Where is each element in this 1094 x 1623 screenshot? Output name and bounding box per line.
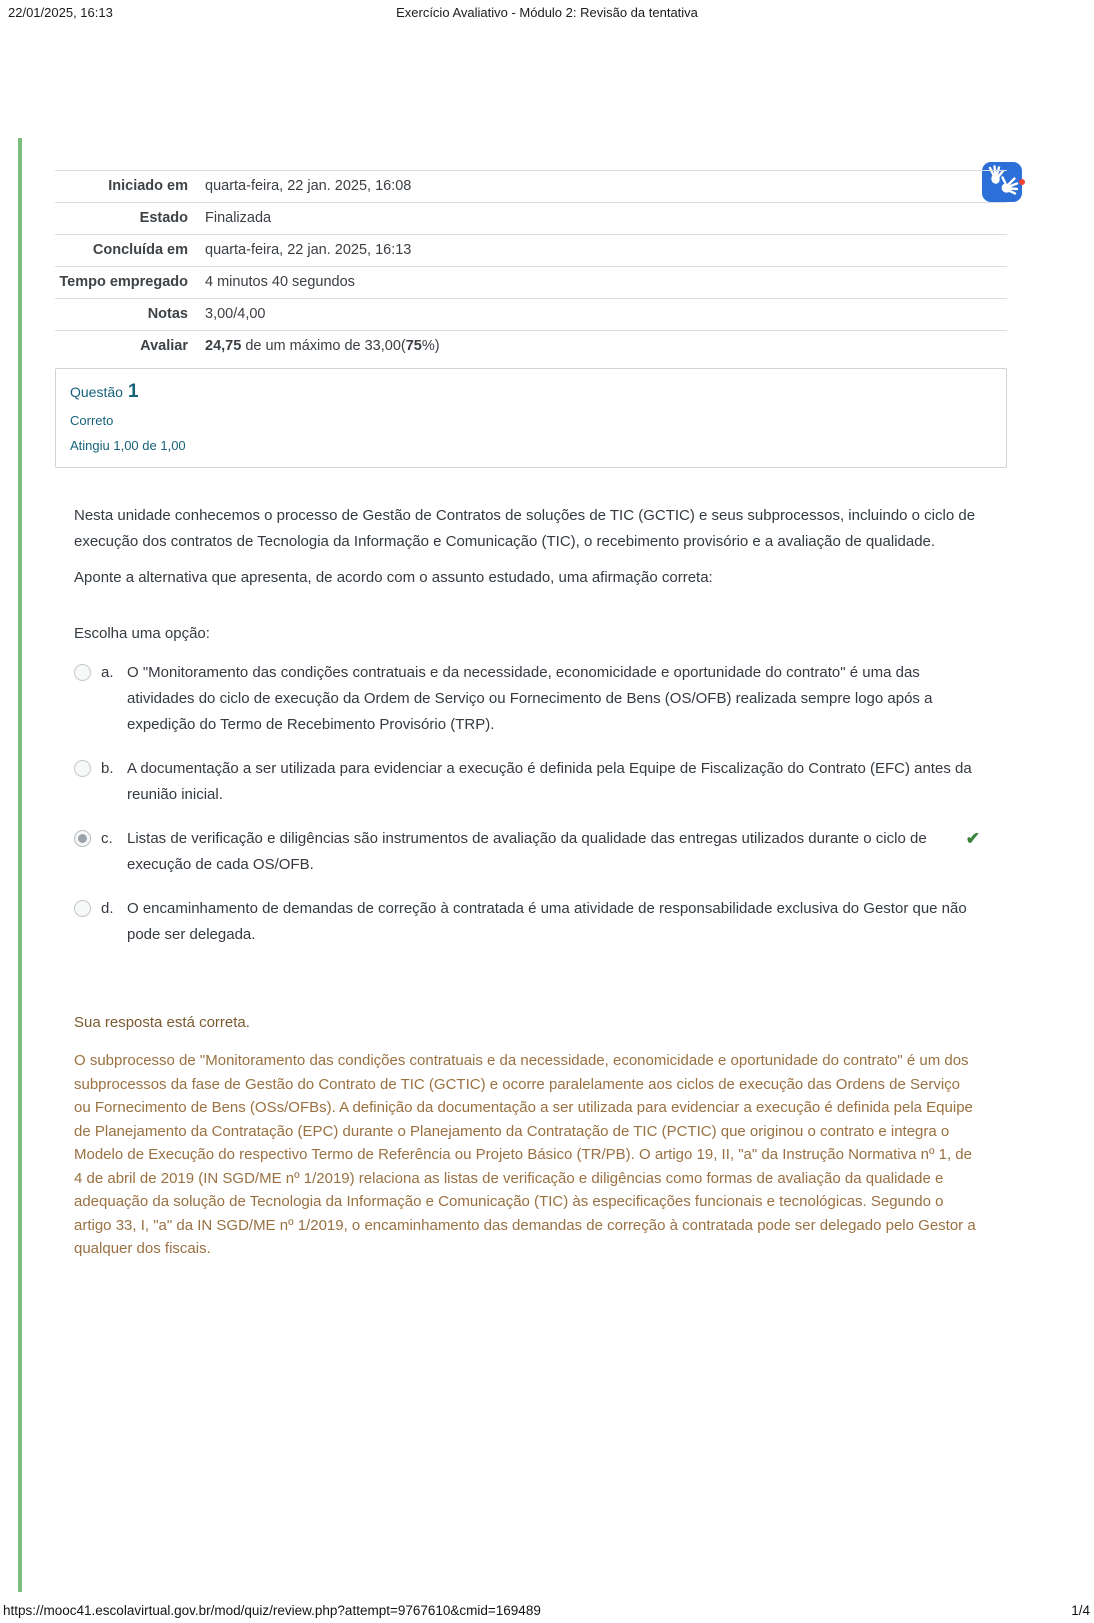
grade-suffix: %) — [421, 338, 440, 354]
print-datetime: 22/01/2025, 16:13 — [8, 5, 113, 20]
question-number-value: 1 — [127, 381, 139, 402]
radio-button[interactable] — [74, 760, 91, 777]
summary-value: 4 minutos 40 segundos — [205, 274, 355, 290]
summary-row-grade — [55, 330, 1007, 362]
option-letter: d. — [101, 900, 114, 917]
summary-label: Tempo empregado — [59, 274, 188, 290]
question-info-box — [55, 368, 1007, 468]
attempt-summary-table — [55, 170, 1007, 362]
print-page-title: Exercício Avaliativo - Módulo 2: Revisão da tentativa — [396, 5, 698, 20]
print-page-number: 1/4 — [1071, 1603, 1090, 1618]
choose-option-label: Escolha uma opção: — [74, 625, 210, 642]
print-source-url: https://mooc41.escolavirtual.gov.br/mod/quiz/review.php?attempt=9767610&cmid=169489 — [3, 1603, 541, 1618]
print-header — [8, 5, 1086, 23]
summary-row — [55, 266, 1007, 298]
answer-option — [74, 896, 980, 948]
option-letter: c. — [101, 830, 113, 847]
question-body — [74, 503, 980, 1261]
question-number — [70, 381, 992, 403]
answer-option — [74, 756, 980, 808]
summary-value: quarta-feira, 22 jan. 2025, 16:13 — [205, 242, 412, 258]
correct-check-icon: ✔ — [965, 829, 980, 848]
radio-button[interactable] — [74, 900, 91, 917]
option-letter: a. — [101, 664, 114, 681]
summary-value: 3,00/4,00 — [205, 306, 266, 322]
question-state: Correto — [70, 413, 114, 428]
question-prompt: Aponte a alternativa que apresenta, de acordo com o assunto estudado, uma afirmação correta: — [74, 569, 713, 586]
summary-row — [55, 202, 1007, 234]
main-content — [55, 170, 1007, 1257]
feedback-result: Sua resposta está correta. — [74, 1014, 250, 1031]
radio-button[interactable] — [74, 664, 91, 681]
question-intro: Nesta unidade conhecemos o processo de Gestão de Contratos de soluções de TIC (GCTIC) e seus subprocessos, incluindo o ciclo de execução dos contratos de Tecnologia da Informação e Comunicação (TIC), o recebimento provisório e a avaliação de qualidade. — [74, 507, 976, 550]
summary-row — [55, 170, 1007, 202]
question-label: Questão — [70, 384, 123, 400]
answer-option — [74, 826, 980, 878]
summary-row — [55, 234, 1007, 266]
summary-grade-value — [205, 336, 440, 357]
answer-option — [74, 660, 980, 738]
print-footer — [3, 1601, 1090, 1618]
summary-value: Finalizada — [205, 210, 272, 226]
notification-dot — [1019, 179, 1025, 185]
side-progress-bar — [18, 138, 22, 1592]
option-text: O "Monitoramento das condições contratuais e da necessidade, economicidade e oportunidade do contrato" é uma das atividades do ciclo de execução da Ordem de Serviço ou Fornecimento de Bens (OS/OFB) realizada sempre logo após a expedição do Termo de Recebimento Provisório (TRP). — [127, 664, 933, 733]
summary-value: quarta-feira, 22 jan. 2025, 16:08 — [205, 178, 412, 194]
summary-row — [55, 298, 1007, 330]
summary-label: Concluída em — [92, 242, 188, 258]
answer-options — [74, 660, 980, 948]
question-points: Atingiu 1,00 de 1,00 — [70, 438, 186, 453]
summary-label: Notas — [147, 306, 188, 322]
option-text: A documentação a ser utilizada para evidenciar a execução é definida pela Equipe de Fiscalização do Contrato (EFC) antes da reunião inicial. — [127, 760, 972, 803]
option-text: O encaminhamento de demandas de correção à contratada é uma atividade de responsabilidade exclusiva do Gestor que não pode ser delegada. — [127, 900, 967, 943]
grade-value: 24,75 — [205, 338, 242, 354]
option-text: Listas de verificação e diligências são instrumentos de avaliação da qualidade das entregas utilizados durante o ciclo de execução de cada OS/OFB. — [127, 830, 927, 873]
grade-mid-text: de um máximo de 33,00( — [241, 338, 406, 354]
summary-label: Iniciado em — [108, 178, 188, 194]
feedback-explanation: O subprocesso de "Monitoramento das condições contratuais e da necessidade, economicidade e oportunidade do contrato" é um dos subprocessos da fase de Gestão do Contrato de TIC (GCTIC) e ocorre paralelamente aos ciclos de execução das Ordens de Serviço ou Fornecimento de Bens (OSs/OFBs). A definição da documentação a ser utilizada para evidenciar a execução é definida pela Equipe de Planejamento da Contratação (EPC) durante o Planejamento da Contratação de TIC (PCTIC) que originou o contrato e integra o Modelo de Execução do respectivo Termo de Referência ou Projeto Básico (TR/PB). O artigo 19, II, "a" da Instrução Normativa nº 1, de 4 de abril de 2019 (IN SGD/ME nº 1/2019) relaciona as listas de verificação e diligências como formas de avaliação da qualidade e adequação da solução de Tecnologia da Informação e Comunicação (TIC) às especificações funcionais e tecnológicas. Segundo o artigo 33, I, "a" da IN SGD/ME nº 1/2019, o encaminhamento das demandas de correção à contratada pode ser delegado pelo Gestor a qualquer dos fiscais. — [74, 1052, 976, 1257]
option-letter: b. — [101, 760, 114, 777]
radio-button[interactable] — [74, 830, 91, 847]
summary-label: Avaliar — [140, 338, 188, 354]
summary-rows — [55, 170, 1007, 330]
summary-label: Estado — [139, 210, 188, 226]
grade-percent: 75 — [405, 338, 422, 354]
